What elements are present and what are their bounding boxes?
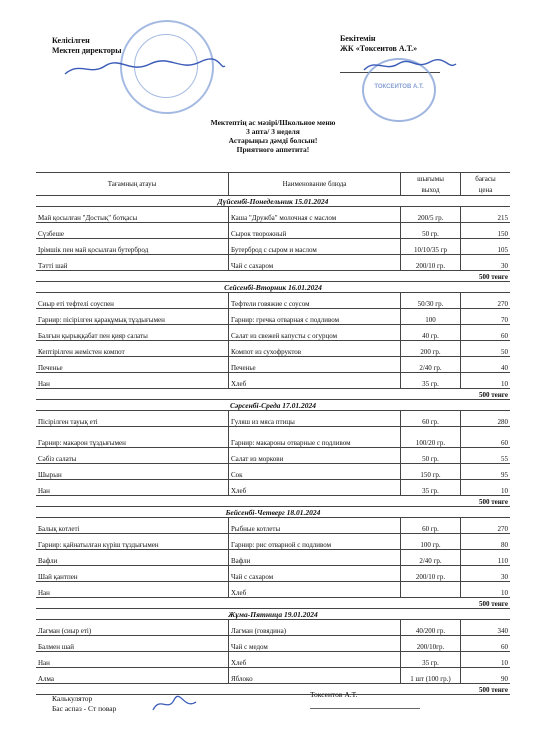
dish-name-kk: Шырын xyxy=(38,471,62,479)
day-total: 500 тенге xyxy=(478,273,508,281)
greeting-kk: Астарыңыз дәмді болсын! xyxy=(228,136,318,145)
dish-price: 50 xyxy=(460,341,510,356)
menu-table xyxy=(36,172,510,695)
menu-item-row xyxy=(36,636,510,652)
dish-name-kk: Печенье xyxy=(38,364,63,372)
dish-price: 10 xyxy=(460,373,510,388)
dish-output: 200/5 гр. xyxy=(400,207,460,222)
dish-name-ru: Лагман (говядина) xyxy=(228,620,400,635)
dish-name-kk: Пісірілген тауық еті xyxy=(38,418,98,426)
menu-title: Мектептің ас мәзірі/Школьное меню xyxy=(210,118,336,127)
col-price-ru: цена xyxy=(478,185,493,194)
menu-item-row xyxy=(36,309,510,325)
dish-price: 340 xyxy=(460,620,510,635)
day-total: 500 тенге xyxy=(478,600,508,608)
menu-item-row xyxy=(36,255,510,271)
dish-name-ru: Компот из сухофруктов xyxy=(228,341,400,356)
dish-name-kk: Май қосылған "Достық" ботқасы xyxy=(38,214,138,222)
dish-name-kk: Алма xyxy=(38,675,55,683)
dish-output: 50/30 гр. xyxy=(400,293,460,308)
menu-item-row xyxy=(36,427,510,448)
dish-name-ru: Хлеб xyxy=(228,373,400,388)
day-header-row xyxy=(36,196,510,207)
menu-item-row xyxy=(36,582,510,598)
week-label: 3 апта/ 3 неделя xyxy=(246,127,300,136)
dish-output: 100 xyxy=(400,309,460,324)
director-signature xyxy=(60,56,230,80)
day-total-row xyxy=(36,598,510,609)
dish-output: 2/40 гр. xyxy=(400,357,460,372)
dish-name-kk: Сиыр еті тефтелі соуспен xyxy=(38,300,114,308)
dish-name-ru: Яблоко xyxy=(228,668,400,683)
menu-item-row xyxy=(36,373,510,389)
col-output-ru: выход xyxy=(421,185,440,194)
chef-label: Бас аспаз - Ст повар xyxy=(52,704,117,713)
dish-price: 40 xyxy=(460,357,510,372)
approved-label: Келісілген xyxy=(52,36,90,45)
menu-item-row xyxy=(36,341,510,357)
dish-name-kk: Балмен шай xyxy=(38,643,74,651)
dish-name-ru: Хлеб xyxy=(228,652,400,667)
dish-price: 60 xyxy=(460,325,510,340)
footer-signature-line xyxy=(310,708,420,709)
dish-price: 270 xyxy=(460,518,510,533)
dish-name-kk: Гарнир: макарон тұздығымен xyxy=(38,439,126,447)
dish-price: 280 xyxy=(460,411,510,426)
dish-name-ru: Гарнир: рис отварной с подливом xyxy=(228,534,400,549)
dish-name-kk: Вафли xyxy=(38,557,58,565)
dish-price: 30 xyxy=(460,255,510,270)
dish-output: 200/10гр. xyxy=(400,636,460,651)
menu-item-row xyxy=(36,518,510,534)
dish-output: 50 гр. xyxy=(400,223,460,238)
day-total-row xyxy=(36,271,510,282)
menu-item-row xyxy=(36,207,510,223)
dish-price: 110 xyxy=(460,550,510,565)
dish-price: 10 xyxy=(460,582,510,597)
dish-name-kk: Лагман (сиыр еті) xyxy=(38,627,92,635)
dish-price: 10 xyxy=(460,652,510,667)
dish-name-kk: Кептірілген жемістен компот xyxy=(38,348,125,356)
dish-price: 80 xyxy=(460,534,510,549)
dish-output: 60 гр. xyxy=(400,518,460,533)
menu-item-row xyxy=(36,464,510,480)
day-header-row xyxy=(36,282,510,293)
dish-name-kk: Шай қантпен xyxy=(38,573,78,581)
menu-item-row xyxy=(36,325,510,341)
dish-name-ru: Хлеб xyxy=(228,582,400,597)
dish-name-ru: Бутерброд с сыром и маслом xyxy=(228,239,400,254)
chef-signature xyxy=(150,694,200,716)
dish-name-ru: Вафли xyxy=(228,550,400,565)
greeting-ru: Приятного аппетита! xyxy=(236,145,310,154)
entrepreneur-label: ЖК «Токсеитов А.Т.» xyxy=(340,44,418,53)
dish-name-ru: Гуляш из мяса птицы xyxy=(228,411,400,426)
day-total: 500 тенге xyxy=(478,391,508,399)
col-price-kk: бағасы xyxy=(475,174,496,183)
day-total-row xyxy=(36,496,510,507)
dish-price: 105 xyxy=(460,239,510,254)
dish-name-kk: Гарнир: пісірілген қарақұмық тұздығымен xyxy=(38,316,165,324)
menu-item-row xyxy=(36,534,510,550)
dish-output: 100 гр. xyxy=(400,534,460,549)
dish-name-ru: Гарнир: гречка отварная с подливом xyxy=(228,309,400,324)
dish-price: 30 xyxy=(460,566,510,581)
dish-price: 70 xyxy=(460,309,510,324)
dish-output: 35 гр. xyxy=(400,373,460,388)
dish-output: 200/10 гр. xyxy=(400,566,460,581)
dish-name-ru: Чай с медом xyxy=(228,636,400,651)
dish-price: 10 xyxy=(460,480,510,495)
approve-label: Бекітемін xyxy=(340,34,376,43)
dish-price: 90 xyxy=(460,668,510,683)
dish-name-ru: Сок xyxy=(228,464,400,479)
dish-output: 10/10/35 гр xyxy=(400,239,460,254)
table-header xyxy=(36,173,510,196)
dish-name-ru: Хлеб xyxy=(228,480,400,495)
dish-name-ru: Тефтели говяжие с соусом xyxy=(228,293,400,308)
menu-item-row xyxy=(36,668,510,684)
dish-output: 35 гр. xyxy=(400,480,460,495)
owner-signature xyxy=(360,56,460,78)
menu-item-row xyxy=(36,620,510,636)
dish-name-kk: Нан xyxy=(38,380,50,388)
day-total: 500 тенге xyxy=(478,498,508,506)
dish-output: 2/40 гр. xyxy=(400,550,460,565)
dish-output: 60 гр. xyxy=(400,411,460,426)
dish-name-ru: Салат из моркови xyxy=(228,448,400,463)
dish-name-kk: Сүзбеше xyxy=(38,230,65,238)
day-total-row xyxy=(36,389,510,400)
dish-name-kk: Сәбіз салаты xyxy=(38,455,77,463)
col-output-kk: шығымы xyxy=(417,174,444,183)
col-ru-name: Наименование блюда xyxy=(228,173,400,195)
dish-name-kk: Нан xyxy=(38,589,50,597)
dish-price: 60 xyxy=(460,427,510,447)
dish-price: 95 xyxy=(460,464,510,479)
col-kk-name: Тағамның атауы xyxy=(107,180,157,188)
company-stamp-text: ТОКСЕИТОВ А.Т. xyxy=(374,84,424,90)
day-total: 500 тенге xyxy=(478,686,508,694)
dish-output: 200 гр. xyxy=(400,341,460,356)
dish-output: 40/200 гр. xyxy=(400,620,460,635)
col-output xyxy=(400,173,460,195)
dish-name-ru: Чай с сахаром xyxy=(228,566,400,581)
day-header-row xyxy=(36,609,510,620)
dish-name-kk: Гарнир: қайнатылған күріш тұздығымен xyxy=(38,541,159,549)
menu-item-row xyxy=(36,411,510,427)
dish-name-ru: Чай с сахаром xyxy=(228,255,400,270)
director-label: Мектеп директоры xyxy=(52,46,122,55)
day-name: Дүйсенбі-Понедельник 15.01.2024 xyxy=(217,197,329,206)
menu-item-row xyxy=(36,293,510,309)
dish-output: 35 гр. xyxy=(400,652,460,667)
dish-output: 200/10 гр. xyxy=(400,255,460,270)
day-header-row xyxy=(36,400,510,411)
dish-output: 50 гр. xyxy=(400,448,460,463)
menu-item-row xyxy=(36,448,510,464)
dish-name-ru: Гарнир: макароны отварные с подливом xyxy=(228,427,400,447)
approval-block xyxy=(52,36,121,56)
dish-name-ru: Печенье xyxy=(228,357,400,372)
dish-output: 150 гр. xyxy=(400,464,460,479)
dish-output xyxy=(400,582,460,597)
menu-item-row xyxy=(36,239,510,255)
day-name: Сәрсенбі-Среда 17.01.2024 xyxy=(229,401,317,410)
dish-output: 1 шт (100 гр.) xyxy=(400,668,460,683)
dish-name-kk: Балық котлеті xyxy=(38,525,80,533)
menu-item-row xyxy=(36,357,510,373)
day-name: Сейсенбі-Вторник 16.01.2024 xyxy=(224,283,322,292)
dish-name-ru: Рыбные котлеты xyxy=(228,518,400,533)
dish-output: 40 гр. xyxy=(400,325,460,340)
dish-price: 215 xyxy=(460,207,510,222)
dish-name-ru: Салат из свежей капусты с огурцом xyxy=(228,325,400,340)
menu-item-row xyxy=(36,223,510,239)
footer-left xyxy=(52,694,116,714)
footer-owner-name: Токсеитов А.Т. xyxy=(310,690,358,699)
menu-item-row xyxy=(36,550,510,566)
dish-name-kk: Ірімшік пен май қосылған бутерброд xyxy=(38,246,149,254)
menu-item-row xyxy=(36,566,510,582)
dish-name-ru: Сырок творожный xyxy=(228,223,400,238)
menu-item-row xyxy=(36,652,510,668)
col-price xyxy=(460,173,510,195)
dish-name-ru: Каша "Дружба" молочная с маслом xyxy=(228,207,400,222)
approve-block xyxy=(340,34,417,54)
dish-output: 100/20 гр. xyxy=(400,427,460,447)
dish-name-kk: Балғын қырыққабат пен қияр салаты xyxy=(38,332,148,340)
calculator-label: Калькулятор xyxy=(52,694,93,703)
day-header-row xyxy=(36,507,510,518)
dish-price: 60 xyxy=(460,636,510,651)
dish-price: 150 xyxy=(460,223,510,238)
dish-name-kk: Нан xyxy=(38,487,50,495)
dish-price: 270 xyxy=(460,293,510,308)
day-name: Бейсенбі-Четверг 18.01.2024 xyxy=(225,508,321,517)
dish-price: 55 xyxy=(460,448,510,463)
dish-name-kk: Тәтті шай xyxy=(38,262,68,270)
dish-name-kk: Нан xyxy=(38,659,50,667)
day-name: Жұма-Пятница 19.01.2024 xyxy=(228,610,318,619)
menu-item-row xyxy=(36,480,510,496)
